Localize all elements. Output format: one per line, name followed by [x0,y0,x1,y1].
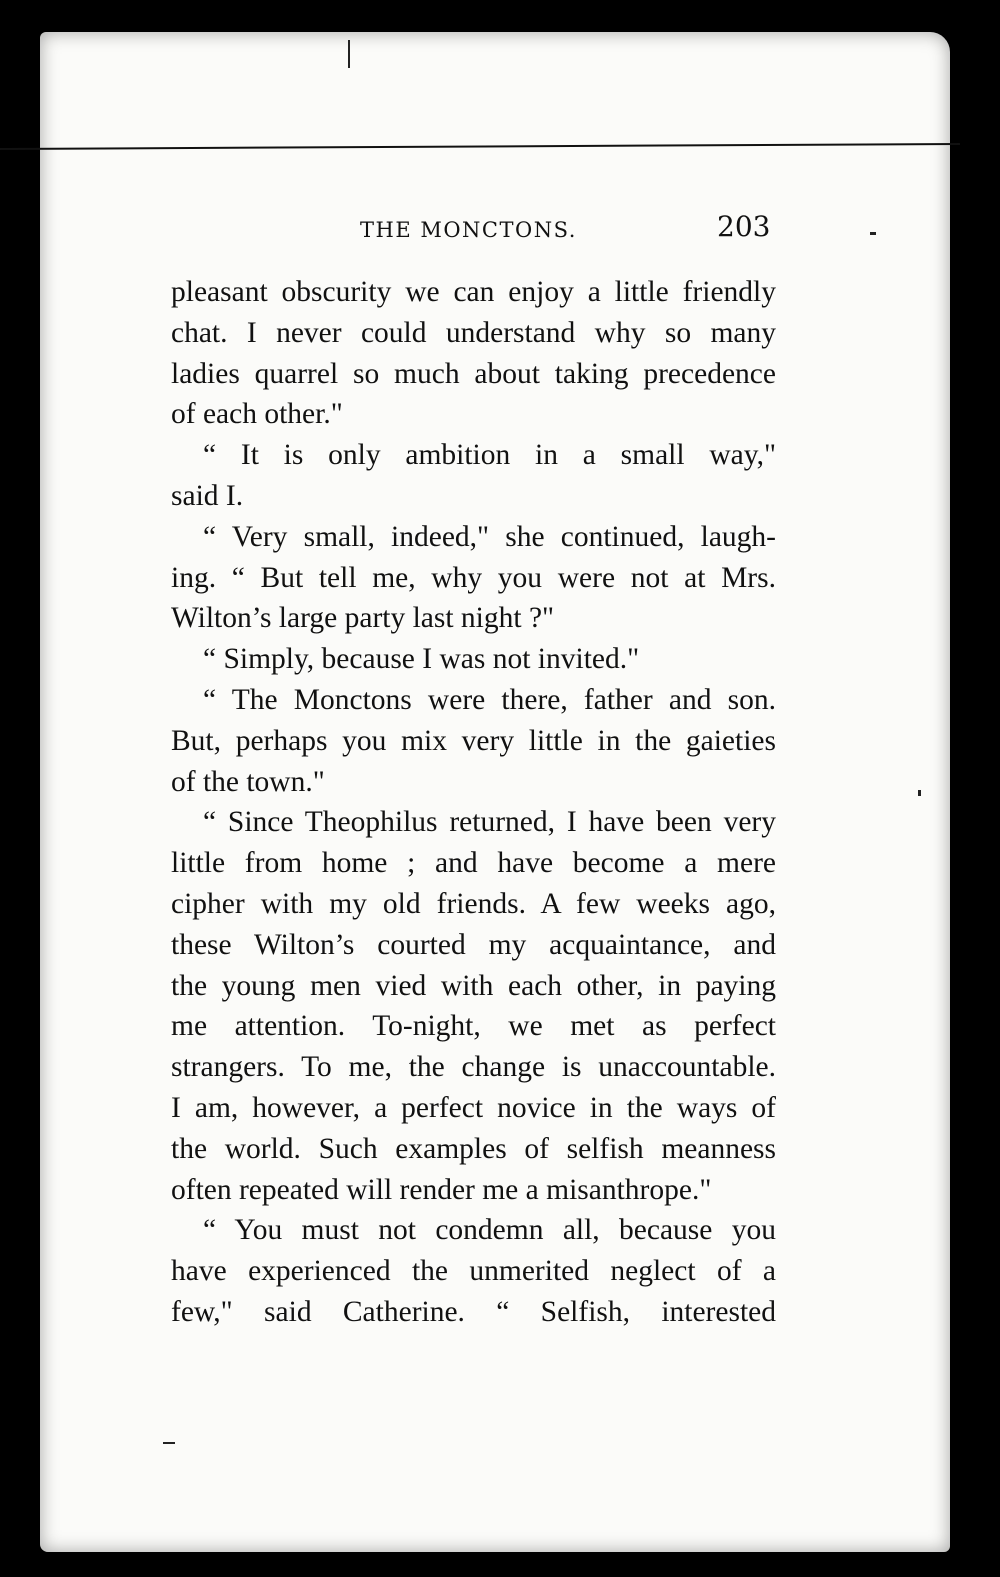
text-line: the young men vied with each other, in paying [171,969,776,1002]
scan-speck [918,790,921,796]
scan-speck [163,1442,175,1444]
body-text [171,272,776,1333]
text-line: few," said Catherine. “ Selfish, interested [171,1295,776,1328]
text-line: ing. “ But tell me, why you were not at Mrs. [171,561,776,594]
text-line: often repeated will render me a misanthrope." [171,1173,712,1206]
text-line: “ It is only ambition in a small way," [203,439,776,472]
page-number: 203 [717,210,771,243]
text-line: “ You must not condemn all, because you [203,1214,776,1247]
text-line: pleasant obscurity we can enjoy a little friendly [171,276,776,308]
text-line: “ The Monctons were there, father and son. [203,683,776,716]
text-line: “ Simply, because I was not invited." [203,643,640,676]
text-line: cipher with my old friends. A few weeks ago, [171,887,776,920]
text-line: said I. [171,479,244,512]
scan-speck [348,40,350,68]
text-line: me attention. To-night, we met as perfect [171,1010,776,1043]
running-head: THE MONCTONS. [360,218,577,242]
text-line: of the town." [171,765,325,798]
text-line: strangers. To me, the change is unaccountable. [171,1051,776,1084]
text-line: Wilton’s large party last night ?" [171,602,555,635]
text-line: of each other." [171,398,343,431]
text-line: “ Very small, indeed," she continued, laugh- [203,520,776,553]
text-line: “ Since Theophilus returned, I have been very [203,806,776,839]
text-line: But, perhaps you mix very little in the gaieties [171,724,776,757]
text-line: chat. I never could understand why so many [171,316,776,349]
text-line: little from home ; and have become a mere [171,847,776,880]
scan-speck [870,232,876,235]
text-line: the world. Such examples of selfish meanness [171,1132,776,1165]
text-line: ladies quarrel so much about taking precedence [171,357,776,390]
scan-left-edge [0,0,28,1577]
text-line: have experienced the unmerited neglect of a [171,1255,776,1288]
text-line: these Wilton’s courted my acquaintance, and [171,928,776,961]
text-line: I am, however, a perfect novice in the ways of [171,1091,776,1124]
